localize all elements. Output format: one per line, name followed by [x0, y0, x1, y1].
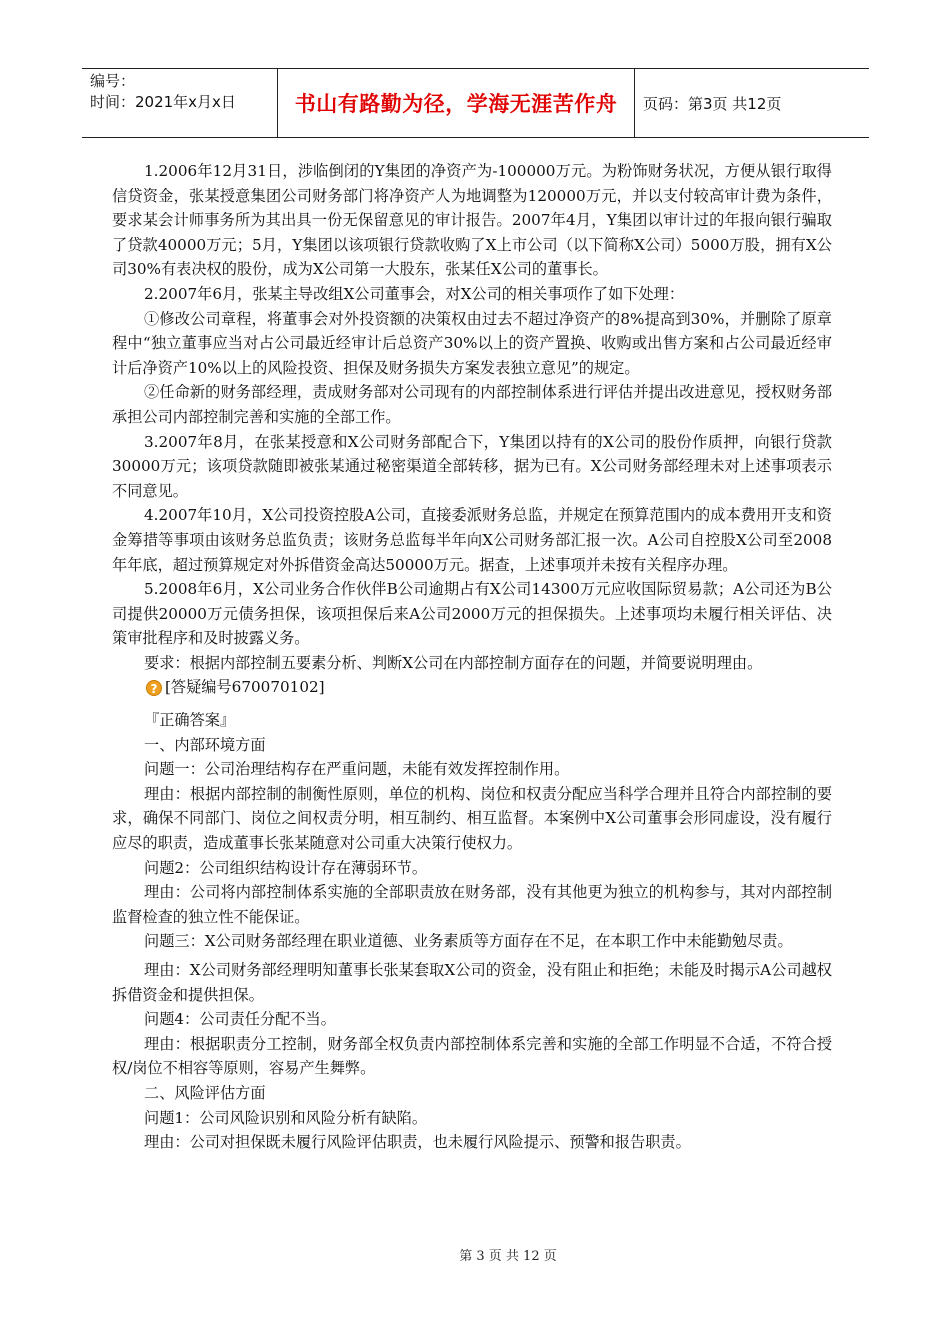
answer-heading: 『正确答案』 [144, 711, 236, 730]
code-label: 编号： [90, 72, 136, 90]
paragraph: ①修改公司章程，将董事会对外投资额的决策权由过去不超过净资产的8%提高到30%，并删除了原章程中“独立董事应当对占公司最近经审计后总资产30%以上的资产置换、收购或出售方案和占公司最近经审计后净资产10%以上的风险投资、担保及财务损失方案发表独立意见”的规定。 [112, 309, 832, 377]
date-label: 时间：2021年x月x日 [90, 93, 236, 111]
motto-text: 书山有路勤为径，学海无涯苦作舟 [294, 92, 618, 116]
page-info-text: 页码：第3页 共12页 [643, 94, 782, 113]
answer-paragraph: 理由：公司对担保既未履行风险评估职责，也未履行风险提示、预警和报告职责。 [144, 1133, 691, 1152]
paragraph: 1.2006年12月31日，涉临倒闭的Y集团的净资产为-100000万元。为粉饰财务状况，方便从银行取得信贷资金，张某授意集团公司财务部门将净资产人为地调整为120000万元，并以支付较高审计费为条件，要求某会计师事务所为其出具一份无保留意见的审计报告。2007年4月，Y集团以审计过的年报向银行骗取了贷款40000万元；5月，Y集团以该项银行贷款收购了X上市公司（以下简称X公司）5000万股，拥有X公司30%有表决权的股份，成为X公司第一大股东，张某任X公司的董事长。 [112, 162, 832, 279]
answer-paragraph: 理由：根据内部控制的制衡性原则，单位的机构、岗位和权责分配应当科学合理并且符合内部控制的要求，确保不同部门、岗位之间权责分明，相互制约、相互监督。本案例中X公司董事会形同虚设，没有履行应尽的职责，造成董事长张某随意对公司重大决策行使权力。 [112, 784, 832, 853]
answer-paragraph: 理由：根据职责分工控制，财务部全权负责内部控制体系完善和实施的全部工作明显不合适，不符合授权/岗位不相容等原则，容易产生舞弊。 [112, 1034, 832, 1078]
paragraph: ②任命新的财务部经理，责成财务部对公司现有的内部控制体系进行评估并提出改进意见，授权财务部承担公司内部控制完善和实施的全部工作。 [112, 383, 832, 426]
answer-paragraph: 问题一：公司治理结构存在严重问题，未能有效发挥控制作用。 [144, 760, 570, 779]
question-mark-icon[interactable]: ? [146, 680, 162, 696]
page-header [82, 68, 869, 138]
answer-paragraph: 问题2：公司组织结构设计存在薄弱环节。 [144, 858, 428, 877]
paragraph: 4.2007年10月，X公司投资控股A公司，直接委派财务总监，并规定在预算范围内的成本费用开支和资金筹措等事项由该财务总监负责；该财务总监每半年向X公司财务部汇报一次。A公司自控股X公司至2008年年底，超过预算规定对外拆借资金高达50000万元。据查，上述事项并未按有关程序办理。 [112, 506, 832, 574]
paragraph: 3.2007年8月，在张某授意和X公司财务部配合下，Y集团以持有的X公司的股份作质押，向银行贷款30000万元；该项贷款随即被张某通过秘密渠道全部转移，据为已有。X公司财务部经理未对上述事项表示不同意见。 [112, 432, 832, 500]
answer-paragraph: 问题4：公司责任分配不当。 [144, 1010, 336, 1029]
page-footer [0, 1245, 950, 1264]
paragraph: 2.2007年6月，张某主导改组X公司董事会，对X公司的相关事项作了如下处理： [144, 284, 685, 303]
paragraph: 5.2008年6月，X公司业务合作伙伴B公司逾期占有X公司14300万元应收国际贸易款；A公司还为B公司提供20000万元债务担保，该项担保后来A公司2000万元的担保损失。上述事项均未履行相关评估、决策审批程序和及时披露义务。 [112, 580, 832, 648]
header-meta [82, 69, 278, 137]
answer-paragraph: 理由：公司将内部控制体系实施的全部职责放在财务部，没有其他更为独立的机构参与，其对内部控制监督检查的独立性不能保证。 [112, 883, 832, 926]
answer-paragraph: 理由：X公司财务部经理明知董事长张某套取X公司的资金，没有阻止和拒绝；未能及时揭示A公司越权拆借资金和提供担保。 [112, 961, 832, 1004]
document-body [112, 159, 832, 1155]
question-id-row[interactable] [146, 675, 832, 700]
answer-paragraph: 问题1：公司风险识别和风险分析有缺陷。 [144, 1108, 428, 1127]
footer-page-number: 第 3 页 共 12 页 [459, 1249, 557, 1264]
answer-paragraph: 问题三：X公司财务部经理在职业道德、业务素质等方面存在不足，在本职工作中未能勤勉尽责。 [144, 932, 793, 951]
answer-section-title: 一、内部环境方面 [144, 735, 266, 754]
requirement: 要求：根据内部控制五要素分析、判断X公司在内部控制方面存在的问题，并简要说明理由。 [144, 653, 763, 672]
header-motto [278, 69, 635, 137]
header-page-info [635, 69, 869, 137]
question-id: [答疑编号670070102] [165, 678, 325, 697]
answer-section-title: 二、风险评估方面 [144, 1083, 266, 1102]
